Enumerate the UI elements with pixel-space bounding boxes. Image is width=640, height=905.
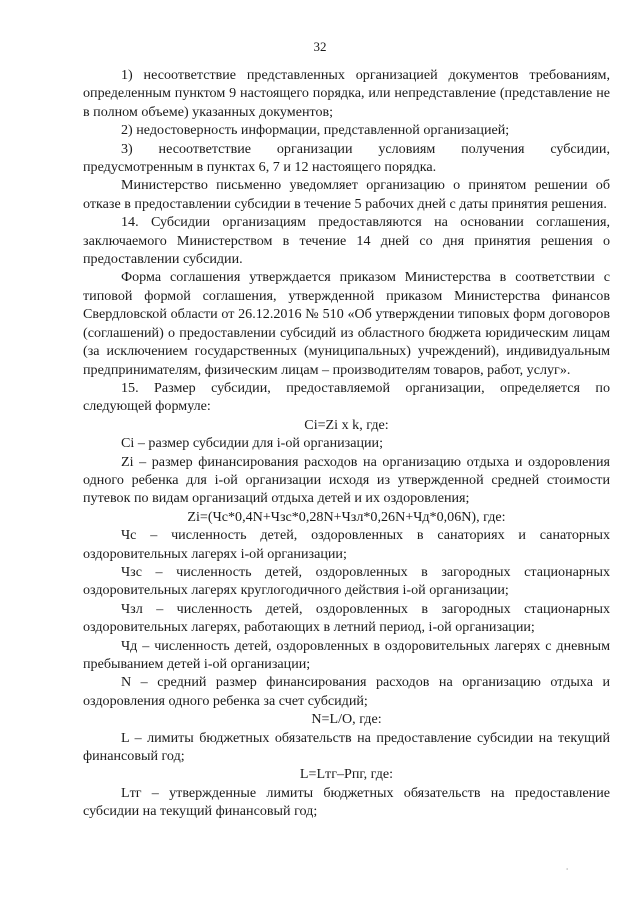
scan-mark: ∙ <box>566 864 569 874</box>
formula: L=Lтг–Рпг, где: <box>299 766 394 783</box>
paragraph: Министерство письменно уведомляет организацию о принятом решении об отказе в предоставлении субсидии в течение 5 рабочих дней с даты принятия решения. <box>83 177 610 212</box>
paragraph: Чд – численность детей, оздоровленных в оздоровительных лагерях с дневным пребыванием детей i-ой организации; <box>83 637 610 672</box>
page-number: 32 <box>313 39 327 54</box>
paragraph: L – лимиты бюджетных обязательств на предоставление субсидии на текущий финансовый год; <box>83 729 610 765</box>
paragraph: 15. Размер субсидии, предоставляемой организации, определяется по следующей формуле: <box>83 379 610 415</box>
document-body <box>83 66 610 821</box>
paragraph: 3) несоответствие организации условиям получения субсидии, предусмотренным в пунктах 6, 7 и 12 настоящего порядка. <box>83 140 610 176</box>
paragraph: Чзс – численность детей, оздоровленных в загородных стационарных оздоровительных лагерях круглогодичного действия i-ой организации; <box>83 563 610 599</box>
paragraph: Lтг – утвержденные лимиты бюджетных обязательств на предоставление субсидии на текущий финансовый год; <box>83 784 610 820</box>
paragraph: Zi – размер финансирования расходов на организацию отдыха и оздоровления одного ребенка для i-ой организации исходя из утвержденной средней стоимости путевок по видам организаций отдыха детей и их оздоровления; <box>83 453 610 507</box>
formula: Zi=(Чс*0,4N+Чзс*0,28N+Чзл*0,26N+Чд*0,06N), где: <box>187 508 506 525</box>
formula: N=L/O, где: <box>311 711 382 728</box>
paragraph: 1) несоответствие представленных организацией документов требованиям, определенным пунктом 9 настоящего порядка, или непредставление (представление не в полном объеме) указанных документов; <box>83 67 610 120</box>
paragraph: Ci – размер субсидии для i-ой организации; <box>121 435 384 452</box>
formula: Ci=Zi x k, где: <box>304 416 389 433</box>
paragraph: Чс – численность детей, оздоровленных в санаториях и санаторных оздоровительных лагерях i-ой организации; <box>83 527 610 562</box>
paragraph: Форма соглашения утверждается приказом Министерства в соответствии с типовой формой соглашения, утвержденной приказом Министерства финансов Свердловской области от 26.12.2016 № 510 «Об утверждении типовых форм договоров (соглашений) о предоставлении субсидий из областного бюджета юридическим лицам (за исключением государственных (муниципальных) учреждений), индивидуальным предпринимателям, физическим лицам – производителям товаров, работ, услуг». <box>83 269 610 378</box>
paragraph: 14. Субсидии организациям предоставляются на основании соглашения, заключаемого Министерством в течение 14 дней со дня принятия решения о предоставлении субсидии. <box>83 214 610 268</box>
paragraph: Чзл – численность детей, оздоровленных в загородных стационарных оздоровительных лагерях, работающих в летний период, i-ой организации; <box>83 600 610 636</box>
paragraph: N – средний размер финансирования расходов на организацию отдыха и оздоровления одного ребенка за счет субсидий; <box>83 674 610 709</box>
paragraph: 2) недостоверность информации, представленной организацией; <box>121 122 510 139</box>
